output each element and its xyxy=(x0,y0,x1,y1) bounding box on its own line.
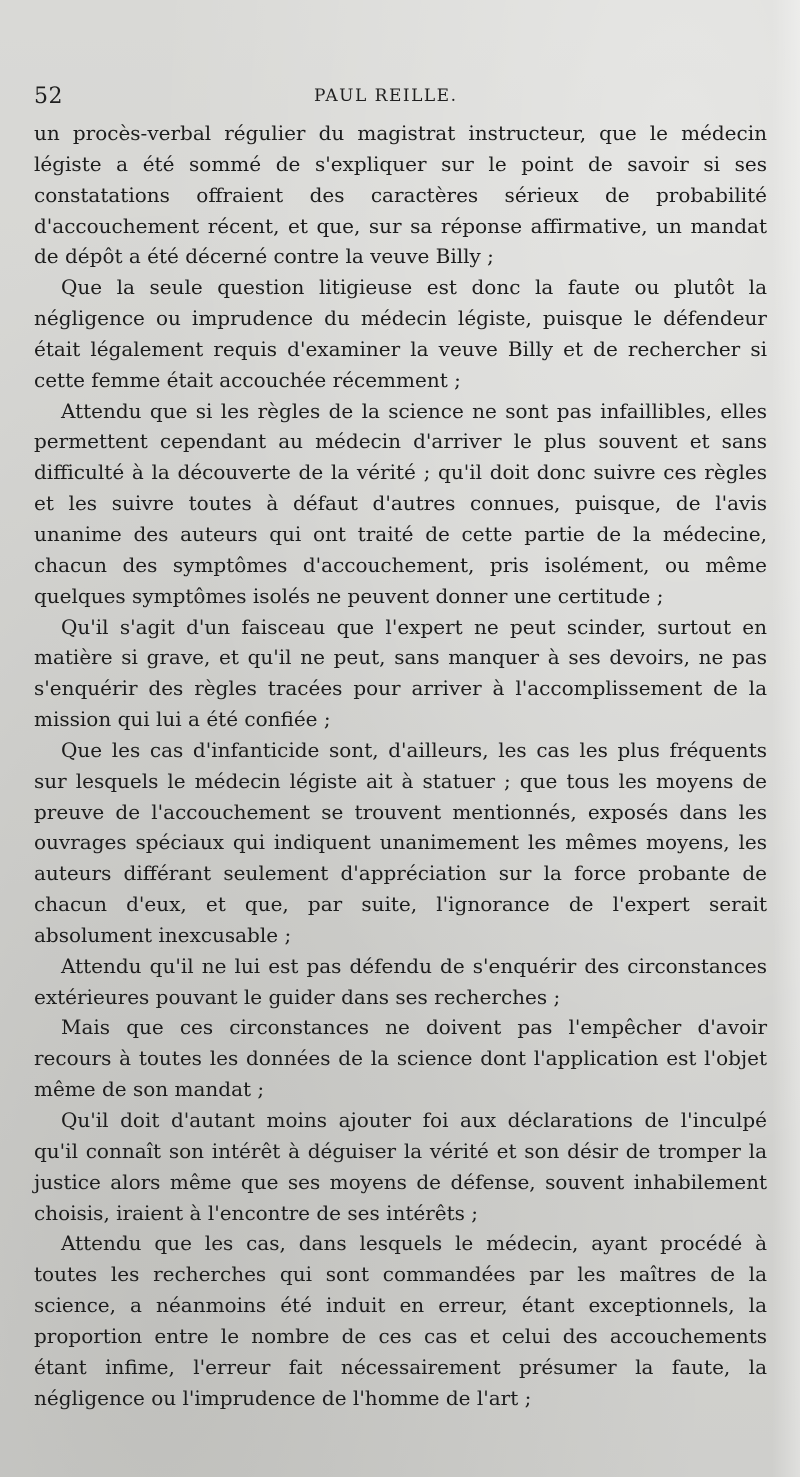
body-text xyxy=(34,118,767,1413)
paragraph: Que les cas d'infanticide sont, d'ailleurs, les cas les plus fréquents sur lesquels le médecin légiste ait à statuer ; que tous les moyens de preuve de l'accouchement se trouvent mentionnés, exposés dans les ouvrages spéciaux qui indiquent unanimement les mêmes moyens, les auteurs différant seulement d'appréciation sur la force probante de chacun d'eux, et que, par suite, l'ignorance de l'expert serait absolument inexcusable ; xyxy=(34,737,767,947)
running-head: PAUL REILLE. xyxy=(314,86,458,106)
paragraph: Attendu que si les règles de la science ne sont pas infaillibles, elles permettent cependant au médecin d'arriver le plus souvent et sans difficulté à la découverte de la vérité ; qu'il doit donc suivre ces règles et les suivre toutes à défaut d'autres connues, puisque, de l'avis unanime des auteurs qui ont traité de cette partie de la médecine, chacun des symptômes d'accouchement, pris isolément, ou même quelques symptômes isolés ne peuvent donner une certitude ; xyxy=(34,398,767,608)
paragraph-continuation: un procès-verbal régulier du magistrat instructeur, que le médecin légiste a été sommé de s'expliquer sur le point de savoir si ses constatations offraient des caractères sérieux de probabilité d'accouchement récent, et que, sur sa réponse affirmative, un mandat de dépôt a été décerné contre la veuve Billy ; xyxy=(34,121,767,269)
paragraph: Attendu qu'il ne lui est pas défendu de s'enquérir des circonstances extérieures pouvant le guider dans ses recherches ; xyxy=(34,953,767,1009)
page-header xyxy=(34,84,764,114)
paragraph: Mais que ces circonstances ne doivent pas l'empêcher d'avoir recours à toutes les données de la science dont l'application est l'objet même de son mandat ; xyxy=(34,1015,767,1102)
page-number: 52 xyxy=(34,84,63,109)
paragraph: Qu'il s'agit d'un faisceau que l'expert ne peut scinder, surtout en matière si grave, et qu'il ne peut, sans manquer à ses devoirs, ne pas s'enquérir des règles tracées pour arriver à l'accomplissement de la mission qui lui a été confiée ; xyxy=(34,614,767,732)
paragraph: Que la seule question litigieuse est donc la faute ou plutôt la négligence ou imprudence du médecin légiste, puisque le défendeur était légalement requis d'examiner la veuve Billy et de rechercher si cette femme était accouchée récemment ; xyxy=(34,275,767,392)
paragraph: Qu'il doit d'autant moins ajouter foi aux déclarations de l'inculpé qu'il connaît son intérêt à déguiser la vérité et son désir de tromper la justice alors même que ses moyens de défense, souvent inhabilement choisis, iraient à l'encontre de ses intérêts ; xyxy=(34,1108,767,1225)
paragraph: Attendu que les cas, dans lesquels le médecin, ayant procédé à toutes les recherches qui sont commandées par les maîtres de la science, a néanmoins été induit en erreur, étant exceptionnels, la proportion entre le nombre de ces cas et celui des accouchements étant infime, l'erreur fait nécessairement présumer la faute, la négligence ou l'imprudence de l'homme de l'art ; xyxy=(34,1231,767,1410)
